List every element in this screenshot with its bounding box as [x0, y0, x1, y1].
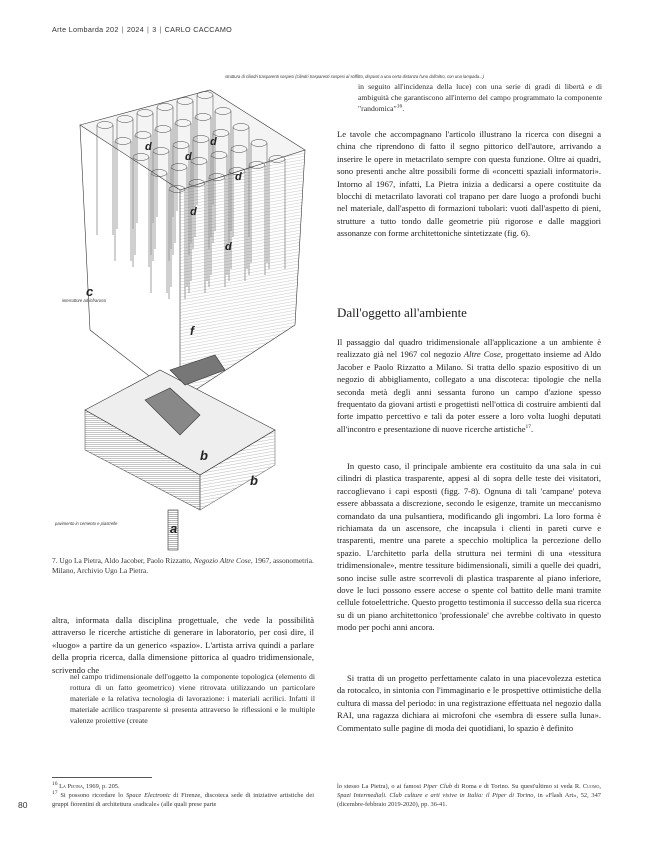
- paragraph-2: Il passaggio dal quadro tridimensionale all'applicazione a un ambiente è realizzato già nel 1967 col negozio Altre Cose, progettato insieme ad Aldo Jacober e Paolo Rizzatto a Milano. Si tratta dello spazio espositivo di un negozio di abbigliamento, collegato a una discoteca: tipologie che nella seconda metà degli anni sessanta furono un campo d'azione spesso frequentato da giovani artisti e progettisti nell'ottica di costruire ambienti dal forte impatto percettivo e tali da poter essere a loro volta luoghi deputati all'incontro e presentazione di nuove ricerche artistiche$^{17}$.: [337, 337, 601, 434]
- footnote-17-right-a: lo stesso La Pietra), o ai famosi: [337, 783, 424, 790]
- left-column-text: altra, informata dalla disciplina progettuale, che vede la possibilità attraverso le ricerche artistiche di generare in laboratorio, per così dire, il «luogo» a partire da un generico «spazio». L'artista arriva quindi a parlare della propria ricerca, dalla dimensione pittorica al quadro tridimensionale, scrivendo che: [52, 615, 314, 675]
- footnote-17-right-c: ,: [599, 783, 602, 790]
- footnote-17-right-italic2: Spazi Intermediali. Club culture e arti visive in Italia: il Piper di Torino: [337, 792, 534, 800]
- figure-label-d3: d: [210, 136, 217, 148]
- caption-title: Negozio Altre Cose: [193, 556, 251, 565]
- footnote-ref-17[interactable]: 17: [525, 424, 532, 430]
- footnote-17-text-b: di Firenze, discoteca sede di iniziative artistiche dei gruppi fiorentini di architettura «radicale» (alle quali prese parte: [52, 792, 314, 809]
- footnotes-right: [337, 782, 601, 810]
- paragraph-4: Si tratta di un progetto perfettamente calato in una piacevolezza estetica da rotocalco, in sintonia con l'immaginario e le prospettive ottimistiche della cultura di massa del periodo: in una registrazione effettuata nel negozio dalla RAI, una ragazza dichiara ai microfoni che «sembra di essere sulla luna». Commentato sulle pagine di moda dei quotidiani, lo spazio è definito: [337, 673, 601, 733]
- figure-label-c: c: [86, 284, 94, 299]
- footnote-17-right-author: Cuomo: [582, 783, 600, 790]
- figure-caption: [52, 556, 314, 576]
- caption-prefix: 7. Ugo La Pietra, Aldo Jacober, Paolo Rizzatto,: [52, 556, 194, 565]
- footnote-ref-16[interactable]: 16: [396, 103, 403, 110]
- footnote-17-text-a: Si possono ricordare lo: [57, 792, 126, 800]
- footnote-17-right-b: di Roma e di Torino. Su quest'ultimo si veda R.: [452, 783, 583, 790]
- quote-continued-text: in seguito all'incidenza della luce) con una serie di gradi di libertà e di ambiguità che garantiscono all'interno del campo programmato la componente "randomica": [358, 82, 602, 114]
- caption-suffix: , 1967, assonometria. Milano, Archivio Ugo La Pietra.: [52, 556, 314, 575]
- journal-issue: 3: [152, 25, 157, 34]
- footnote-16: [52, 782, 314, 791]
- paragraph-3: In questo caso, il principale ambiente era costituito da una sala in cui cilindri di plastica trasparente, appesi al di sopra delle teste dei visitatori, raccoglievano i capi esposti (figg. 7-8). Ognuna di tali 'campane' poteva essere abbassata a discrezione, secondo le esigenze, tramite un meccanismo comandato da una pulsantiera, modificando gli ingombri. La loro forma è richiamata da un ascensore, che incapsula i clienti in pareti curve e trasparenti, mentre una parete a specchio moltiplica la percezione dello spazio. L'architetto parla della struttura nei termini di una «tessitura tridimensionale», mentre tessiture bidimensionali, simili a quelle dei quadri, sono incise sulle astre scorrevoli di plastica trasparente al piano inferiore, dove le luci possono essere accese o spente col battito delle mani tramite cellule fotoelettriche. Questo progetto testimonia il successo della sua ricerca su di un piano architettonico 'professionale' che avrebbe coltivato in questo modo per pochi anni ancora.: [337, 461, 601, 633]
- footnote-17-right-italic1: Piper Club: [423, 783, 453, 790]
- figure-annotation-top: struttura di cilindri trasparenti sospesi (cilindri trasparenti sospesi al soffitto, disposti a una certa distanza l'uno dall'altro, con una lampada...): [225, 74, 485, 79]
- journal-name: Arte Lombarda 202: [52, 25, 119, 34]
- footnote-17: [52, 791, 314, 809]
- journal-year: 2024: [126, 25, 145, 34]
- footnote-16-number: 16: [52, 780, 58, 787]
- figure-label-a: a: [170, 521, 178, 536]
- section-title: Dall'oggetto all'ambiente: [337, 305, 467, 320]
- figure-label-b1: b: [200, 448, 208, 463]
- figure-label-d6: d: [225, 241, 232, 253]
- figure-label-b2: b: [250, 473, 258, 488]
- footnotes-left: [52, 782, 314, 810]
- para2-text-b: , progettato insieme ad Aldo Jacober e Paolo Rizzatto a Milano. Si tratta dello spazio espositivo di un negozio di abbigliamento, collegato a una discoteca: tipologie che nella seconda metà degli anni sessanta furono un campo d'azione spesso frequentato da giovani artisti e progettisti nell'ottica di costruire ambienti dal forte impatto percettivo e tali da poter essere a loro volta luoghi deputati all'incontro e presentazione di nuove ricerche artistiche: [337, 349, 601, 434]
- para2-italic: Altre Cose: [463, 349, 501, 360]
- article-author: CARLO CACCAMO: [164, 25, 233, 34]
- paragraph-1: Le tavole che accompagnano l'articolo illustrano la ricerca con disegni a china che riprendono di fatto il segno pittorico dell'autore, arrivando a inserire le opere in metacrilato sempre con questa funzione. Oltre ai quadri, sono presenti anche altre possibili forme di «concetti spaziali informatori». Intorno al 1967, infatti, La Pietra inizia a dedicarsi a opere costituite da blocchi di metacrilato lavorati col trapano per dare luogo a profondi buchi nel materiale, dall'aspetto di formazioni tubolari: vuoti dall'aspetto di pieni, strutture a tutto tondo dalle geometrie più rigorose e dalle maggiori assonanze con forme architettoniche sintetizzate (fig. 6).: [337, 129, 601, 239]
- block-quotation: nel campo tridimensionale dell'oggetto la componente topologica (elemento di rottura di un fatto geometrico) viene ritrovata utilizzando un particolare materiale e la relativa tecnologia di lavorazione: i materiali acrilici. Infatti il materiale acrilico trasparente si presenta attraverso le riflessioni e le multiple valenze proiettive (create: [70, 672, 315, 726]
- block-quotation-continued: in seguito all'incidenza della luce) con una serie di gradi di libertà e di ambiguità che garantiscono all'interno del campo programmato la componente "randomica"$^{16}$.: [358, 82, 602, 114]
- figure-label-d1: d: [145, 141, 152, 153]
- footnote-rule-left: [52, 777, 152, 778]
- footnote-17-italic: Space Electronic: [125, 792, 171, 800]
- figure-annotation-bottom: pavimento in cemento e piastrelle: [55, 521, 118, 526]
- para2-text-a: Il passaggio dal quadro tridimensionale all'applicazione a un ambiente è realizzato già nel 1967 col negozio: [337, 337, 601, 360]
- footnote-16-rest: , 1969, p. 205.: [82, 783, 120, 790]
- footnote-16-author: La Pietra: [59, 783, 83, 790]
- figure-label-d4: d: [235, 171, 242, 183]
- page-number: 80: [18, 800, 28, 810]
- figure-label-f: f: [190, 324, 194, 338]
- footnote-17-number: 17: [52, 790, 58, 797]
- figure-annotation-middle: interruttore ad infrarossi: [62, 298, 107, 303]
- figure-label-d5: d: [190, 206, 197, 218]
- running-header: Arte Lombarda 202 | 2024 | 3 | CARLO CACCAMO: [52, 25, 233, 34]
- footnote-17-right-d: , in «Flash Art», 52, 347 (dicembre-febbraio 2019-2020), pp. 36-41.: [337, 792, 601, 809]
- figure-label-d2: d: [185, 151, 192, 163]
